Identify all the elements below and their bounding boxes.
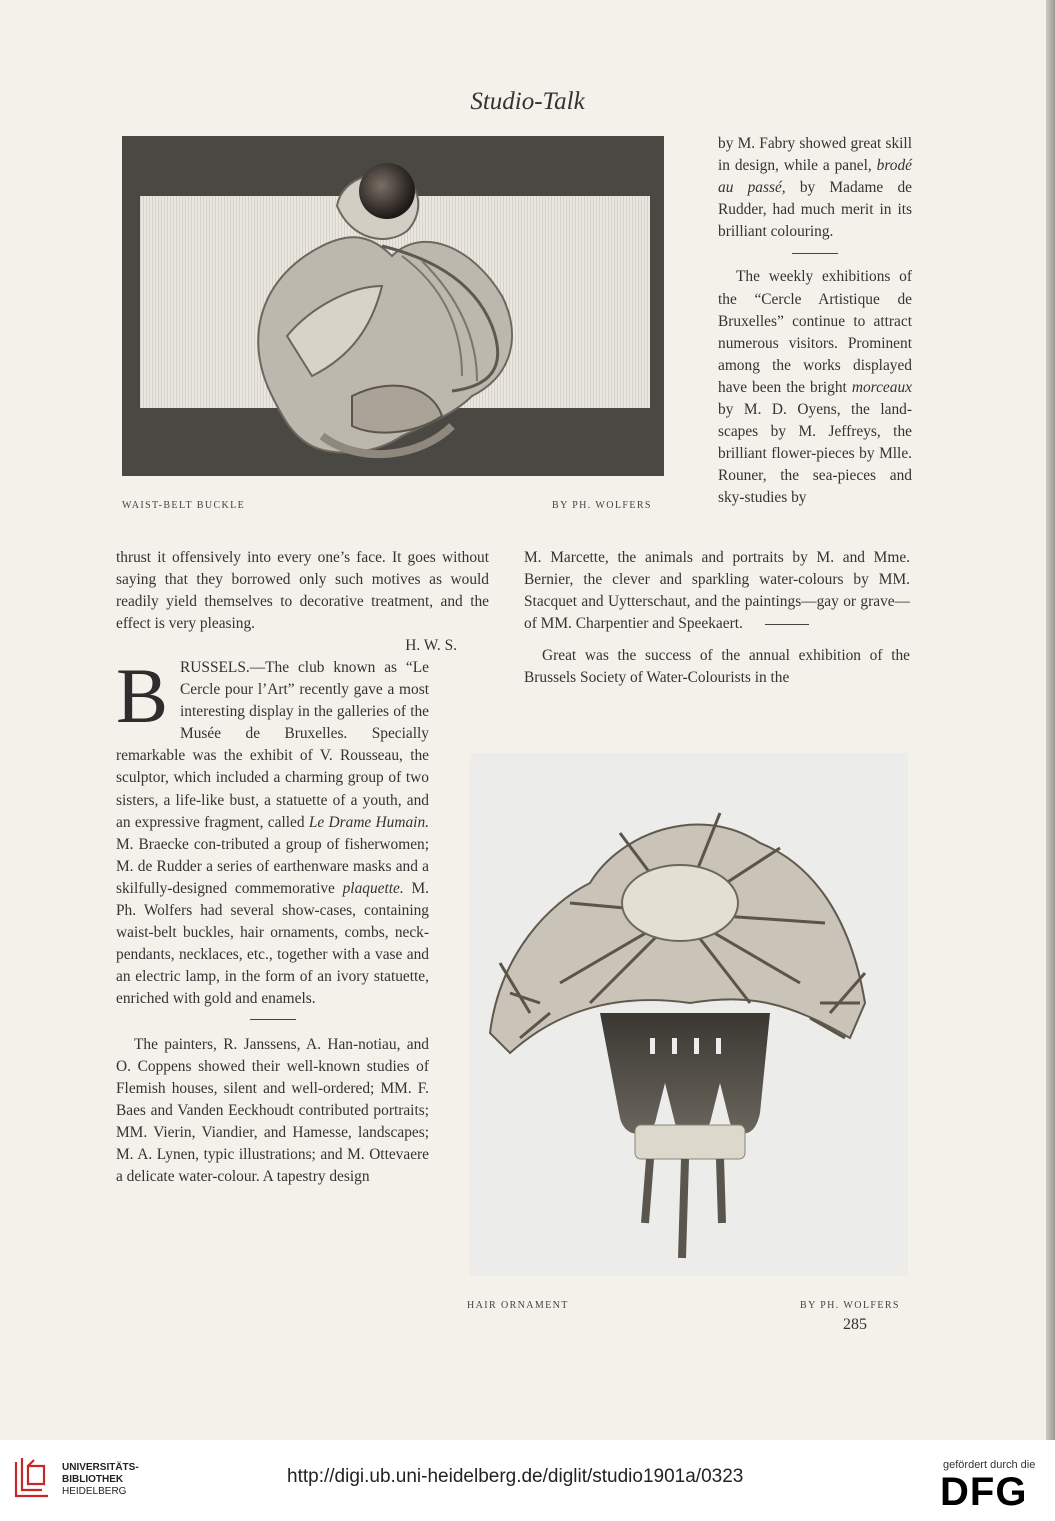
library-name: UNIVERSITÄTS- BIBLIOTHEK HEIDELBERG (62, 1462, 139, 1497)
hair-ornament-photo (470, 753, 908, 1276)
paragraph: The weekly exhibitions of the “Cercle Artistique de Bruxelles” continue to attract numerous visitors. Prominent among the works displayed have been the bright morceaux by M. D. Oyens, the land-scapes by M. Jeffreys, the brilliant flower-pieces by Mlle. Rouner, the sea-pieces and sky-studies by (718, 268, 912, 507)
signature: H. W. S. (405, 637, 457, 655)
right-column-top-text (718, 133, 912, 510)
buckle-illustration (122, 136, 664, 476)
running-head: Studio-Talk (470, 88, 585, 115)
drop-cap: B (116, 652, 169, 739)
figure2-caption-right: BY PH. WOLFERS (800, 1300, 900, 1311)
paragraph: BRUSSELS.—The club known as “Le Cercle pour l’Art” recently gave a most interesting display in the galleries of the Musée de Bruxelles. Specially remarkable was the exhibit of V. Rousseau, the sculptor, which included a charming group of two sisters, a life-like bust, a statuette of a youth, and an expressive fragment, called Le Drame Humain. M. Braecke con-tributed a group of fisherwomen; M. de Rudder a series of earthenware masks and a skilfully-designed commemorative plaquette. M. Ph. Wolfers had several show-cases, containing waist-belt buckles, hair ornaments, combs, neck-pendants, necklaces, etc., together with a vase and an electric lamp, in the form of an ivory statuette, enriched with gold and enamels. (116, 652, 429, 1008)
digitization-footer (0, 1440, 1055, 1521)
waist-belt-buckle-photo (122, 136, 664, 476)
page-number: 285 (843, 1316, 867, 1333)
funding-note: gefördert durch die (943, 1459, 1036, 1471)
paragraph: by M. Fabry showed great skill in design, while a panel, brodé au passé, by Madame de Rudder, had much merit in its brilliant colouring. (718, 135, 912, 241)
page-edge (1046, 0, 1055, 1440)
paragraph: M. Marcette, the animals and portraits by M. and Mme. Bernier, the clever and sparkling water-colours by MM. Stacquet and Uytterschaut, and the paintings—gay or grave—of MM. Charpentier and Speekaert. (524, 549, 910, 633)
left-bottom-text (116, 652, 429, 1188)
inline-rule (765, 624, 809, 625)
right-middle-text (524, 547, 910, 690)
paragraph: thrust it offensively into every one’s face. It goes without saying that they borrowed only such motives as would readily yield themselves to decorative treatment, and the effect is very pleasing. (116, 549, 489, 633)
left-middle-text (116, 547, 489, 657)
source-url[interactable]: http://digi.ub.uni-heidelberg.de/diglit/studio1901a/0323 (287, 1466, 744, 1487)
section-rule (792, 253, 838, 254)
figure2-caption-left: HAIR ORNAMENT (467, 1300, 569, 1311)
figure1-caption-right: BY PH. WOLFERS (552, 500, 652, 511)
dfg-logo: DFG (940, 1470, 1028, 1514)
figure1-caption-left: WAIST-BELT BUCKLE (122, 500, 246, 511)
paragraph: The painters, R. Janssens, A. Han-notiau, and O. Coppens showed their well-known studies of Flemish houses, silent and well-ordered; MM. F. Baes and Vanden Eeckhoudt contributed portraits; MM. Vierin, Viandier, and Hamesse, landscapes; M. A. Lynen, typic illustrations; and M. Ottevaere a delicate water-colour. A tapestry design (116, 1035, 429, 1186)
section-rule (250, 1019, 296, 1020)
hair-ornament-illustration (470, 753, 908, 1276)
university-library-logo-icon (12, 1456, 52, 1502)
paragraph: Great was the success of the annual exhibition of the Brussels Society of Water-Colourists in the (524, 647, 910, 687)
